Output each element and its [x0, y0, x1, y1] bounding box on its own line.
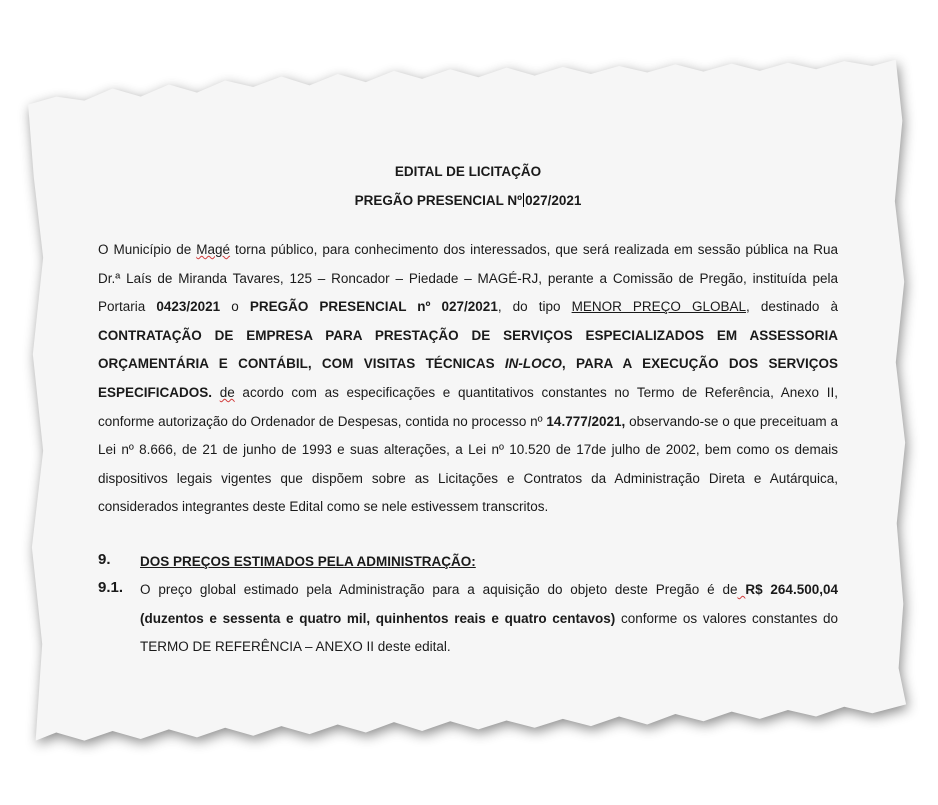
intro-text-5: , destinado à [746, 299, 838, 315]
text-cursor [523, 193, 524, 207]
section-title: DOS PREÇOS ESTIMADOS PELA ADMINISTRAÇÃO: [140, 554, 476, 569]
subsection-text-2: conforme os valores constantes do TERMO DE REFERÊNCIA – ANEXO II deste edital. [140, 610, 838, 655]
spell-flag-mage: Magé [196, 242, 231, 257]
valor-estimado: R$ 264.500,04 [745, 582, 838, 597]
intro-text-8: observando-se o que preceituam a Lei nº 8.666, de 21 de junho de 1993 e suas alterações, a Lei nº 10.520 de 17de julho de 2002, bem como os demais dispositivos legais vigentes que dispõem sobre as Licitações e Contratos da Administração Direta e Autárquica, considerados integrantes deste Edital como se nele estivessem transcritos. [98, 413, 838, 515]
document-subtitle [98, 193, 838, 208]
tipo-menor-preco: MENOR PREÇO GLOBAL [571, 299, 747, 315]
section-number: 9. [98, 551, 111, 568]
subsection-text [140, 576, 838, 662]
pregao-reference: PREGÃO PRESENCIAL nº 027/2021 [249, 299, 498, 315]
objeto-text-2: , PARA A EXECUÇÃO DOS SERVIÇOS ESPECIFICADOS. [98, 356, 839, 400]
processo-number: 14.777/2021, [546, 413, 626, 429]
objeto-text-1: CONTRATAÇÃO DE EMPRESA PARA PRESTAÇÃO DE SERVIÇOS ESPECIALIZADOS EM ASSESSORIA ORÇAMENTÁRIA E CONTÁBIL, COM VISITAS TÉCNICAS [98, 327, 838, 372]
spell-flag-de: de [219, 384, 235, 400]
intro-text-7: acordo com as especificações e quantitativos constantes no Termo de Referência, Anexo II, conforme autorização do Ordenador de Despesas, contida no processo nº [98, 384, 838, 429]
portaria-number: 0423/2021 [156, 299, 221, 315]
intro-text-4: , do tipo [497, 299, 572, 315]
intro-text-6 [212, 385, 220, 400]
subtitle-label: PREGÃO PRESENCIAL Nº [354, 193, 523, 208]
intro-text-1: O Município de [98, 242, 197, 257]
subtitle-number: 027/2021 [525, 193, 582, 208]
document-title: EDITAL DE LICITAÇÃO [394, 164, 542, 179]
objeto-in-loco: IN-LOCO [504, 356, 562, 372]
intro-paragraph [98, 236, 838, 522]
valor-extenso: (duzentos e sessenta e quatro mil, quinhentos reais e quatro centavos) [140, 610, 616, 626]
subsection-number: 9.1. [98, 579, 124, 596]
intro-text-2: torna público, para conhecimento dos interessados, que será realizada em sessão pública na Rua Dr.ª Laís de Miranda Tavares, 125 – Roncador – Piedade – MAGÉ-RJ, perante a Comissão de Pregão, instituída pela Portaria [98, 242, 838, 315]
subsection-text-1: O preço global estimado pela Administração para a aquisição do objeto deste Pregão é de [140, 582, 738, 597]
intro-text-3: o [220, 299, 250, 315]
